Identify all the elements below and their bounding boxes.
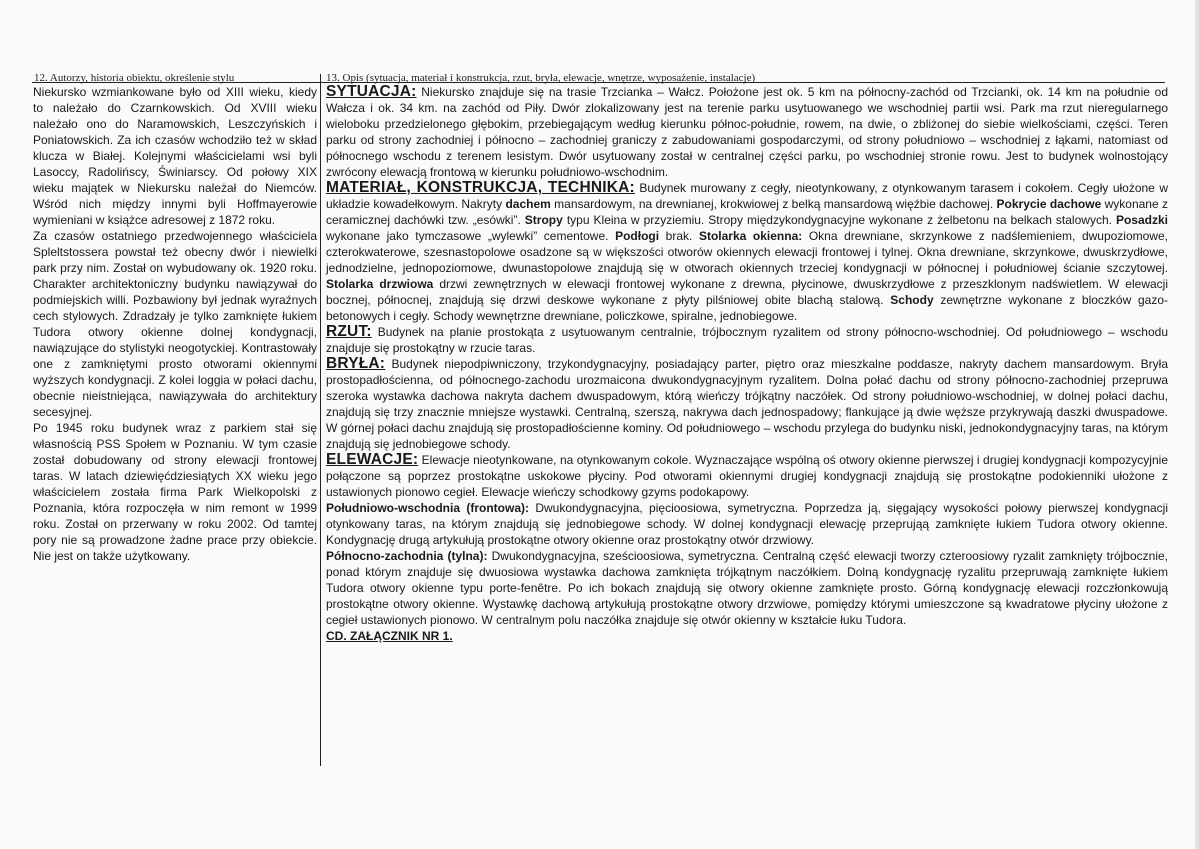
- section-heading: ELEWACJE:: [326, 451, 419, 468]
- section-header-description: 13. Opis (sytuacja, materiał i konstrukcja, rzut, bryła, elewacje, wnętrze, wyposażenie, instalacje): [326, 72, 756, 84]
- scan-edge: [1195, 0, 1199, 849]
- section-text: Elewacje nieotynkowane, na otynkowanym cokole. Wyznaczające wspólną oś otwory okienne pierwszej i drugiej kondygnacji kompozycyjnie połączone są poprzez prostokątne uskokowe płyciny. Pod otworami okiennymi drugiej kondygnacji znajdują się prostokątne podokienniki ułożone z ustawionych pionowo cegieł. Elewacje wieńczy schodkowy gzyms podokapowy.: [326, 453, 1168, 499]
- section-text: zewnętrzne wykonane z bloczków gazo-betonowych i cegły. Schody wewnętrzne drewniane, policzkowe, spiralne, jednobiegowe.: [326, 293, 1168, 323]
- subsection-label: Południowo-wschodnia (frontowa):: [326, 501, 529, 515]
- section-text: Okna drewniane, skrzynkowe z nadślemieniem, dwupoziomowe, czterokwaterowe, szesnastopolowe osadzone są w większości otworów okiennych elewacji frontowej i tylnej. Okna drewniane, skrzynkowe, dwuskrzydłowe, jednodzielne, jednopoziomowe, dwunastopolowe znajdują się w otworach okiennych trzeciej kondygnacji w północnej i południowej ścianie szczytowej.: [326, 229, 1168, 275]
- section-heading: BRYŁA:: [326, 355, 386, 372]
- history-paragraph: Za czasów ostatniego przedwojennego właściciela Spleltstossera powstał też obecny dwór i niewielki park przy nim. Został on wybudowany ok. 1920 roku. Charakter architektoniczny budynku nawiązywał do podmiejskich willi. Pozbawiony był jednak wyraźnych cech stylowych. Zdradzały je tylko zamknięte łukiem Tudora otwory okienne dolnej kondygnacji, nawiązujące do stylistyki neogotyckiej. Kontrastowały one z zamkniętymi prosto otworami okiennymi wyższych kondygnacji. Z kolei loggia w połaci dachu, obecnie nieistniejąca, nawiązywała do architektury secesyjnej.: [33, 229, 317, 419]
- section-sytuacja: [326, 84, 1168, 180]
- bold-term: Stropy: [524, 213, 563, 227]
- history-column: [33, 84, 317, 564]
- section-text: Niekursko znajduje się na trasie Trzcianka – Wałcz. Położone jest ok. 5 km na północny-zachód od Trzcianki, ok. 14 km na południe od Wałcza i ok. 34 km. na zachód od Piły. Dwór zlokalizowany jest na terenie parku usytuowanego we wschodniej partii wsi. Park ma rzut nieregularnego wieloboku przedzielonego głębokim, przebiegającym według kierunku północ-południe, rowem, na dwie, o zbliżonej do siebie wielkościami, części. Teren parku od strony zachodniej i północno – zachodniej graniczy z zabudowaniami gospodarczymi, od strony południowo – wschodniej z łąkami, natomiast od północnego wschodu z terenem lesistym. Dwór usytuowany został w centralnej części parku, po wschodniej stronie rowu. Jest to budynek wolnostojący zwrócony elewacją frontową w kierunku południowo-wschodnim.: [326, 85, 1168, 179]
- section-header-authors-history: 12. Autorzy, historia obiektu, określenie stylu: [34, 72, 235, 84]
- section-text: wykonane jako tymczasowe „wylewki” cementowe.: [326, 229, 616, 243]
- section-elewacje: [326, 452, 1168, 500]
- bold-term: Podłogi: [615, 229, 660, 243]
- bold-term: Stolarka drzwiowa: [326, 277, 434, 291]
- section-text: brak.: [659, 229, 699, 243]
- column-divider: [320, 74, 321, 766]
- header-rule-right: [321, 82, 1165, 83]
- section-bryla: [326, 356, 1168, 452]
- continuation-note: CD. ZAŁĄCZNIK NR 1.: [326, 629, 453, 643]
- section-text: mansardowym, na drewnianej, krokwiowej z belką mansardową więźbie dachowej.: [550, 197, 997, 211]
- header-rule-left: [32, 82, 320, 83]
- description-column: [326, 84, 1168, 644]
- bold-term: Posadzki: [1115, 213, 1168, 227]
- section-text: wykonane z ceramicznej dachówki tzw. „esówki”.: [326, 197, 1169, 227]
- section-material: [326, 180, 1168, 324]
- section-text: Budynek na planie prostokąta z usytuowanym centralnie, trójbocznym ryzalitem od strony północno-wschodniej. Od południowego – wschodu znajduje się prostokątny w rzucie taras.: [326, 325, 1168, 355]
- history-paragraph: Niekursko wzmiankowane było od XIII wieku, kiedy to należało do Czarnkowskich. Od XVIII wieku należało ono do Naramowskich, Leszczyńskich i Poniatowskich. Za ich czasów wchodziło też w skład klucza w Białej. Kolejnymi właścicielami wsi byli Lasoccy, Radolińscy, Świniarscy. Od połowy XIX wieku majątek w Niekursku należał do Niemców. Wśród nich między innymi byli Hoffmayerowie wymieniani w książce adresowej z 1872 roku.: [33, 85, 317, 227]
- section-heading: MATERIAŁ, KONSTRUKCJA, TECHNIKA:: [326, 179, 635, 196]
- section-text: typu Kleina w przyziemiu. Stropy międzykondygnacyjne wykonane z żelbetonu na belkach stalowych.: [562, 213, 1116, 227]
- section-heading: SYTUACJA:: [326, 83, 417, 100]
- elevation-front: [326, 500, 1168, 548]
- section-text: Budynek murowany z cegły, nieotynkowany, z otynkowanym tarasem i cokołem. Cegły ułożone w układzie kowadełkowym. Nakryty: [326, 181, 1168, 211]
- section-rzut: [326, 324, 1168, 356]
- history-paragraph: Po 1945 roku budynek wraz z parkiem stał się własnością PSS Społem w Poznaniu. W tym czasie został dobudowany od strony elewacji frontowej taras. W latach dziewięćdziesiątych XX wieku jego właścicielem została firma Park Wielkopolski z Poznania, która rozpoczęła w nim remont w 1999 roku. Został on przerwany w roku 2002. Od tamtej pory nie są prowadzone żadne prace przy obiekcie. Nie jest on także użytkowany.: [33, 421, 317, 563]
- section-text: Dwukondygnacyjna, pięcioosiowa, symetryczna. Poprzedza ją, sięgający wysokości połowy pierwszej kondygnacji otynkowany taras, na którym znajdują się jednobiegowe schody. W dolnej kondygnacji elewację przeprująą zamknięte łukiem Tudora otwory okienne. Kondygnację drugą artykułują prostokątne otwory okienne oraz prostokątny otwór drzwiowy.: [326, 501, 1168, 547]
- subsection-label: Północno-zachodnia (tylna):: [326, 549, 488, 563]
- bold-term: Pokrycie dachowe: [996, 197, 1102, 211]
- section-heading: RZUT:: [326, 323, 372, 340]
- bold-term: dachem: [505, 197, 551, 211]
- section-text: Dwukondygnacyjna, sześcioosiowa, symetryczna. Centralną część elewacji tworzy czteroosiowy ryzalit zamknięty trójbocznie, ponad którym znajduje się dwuosiowa wystawka dachowa zamknięta trójkątnym naczółkiem. Dolną kondygnację ryzalitu przepruwają zamknięte łukiem Tudora otwory okienne typu porte-fenêtre. Po ich bokach znajdują się otwory okienne zamknięte prosto. Górną kondygnację elewacji rozczłonkowują prostokątne otwory okienne. Wystawkę dachową artykułują prostokątne otwory drzwiowe, pomiędzy którymi umieszczone są kwadratowe płyciny ułożone z cegieł ustawionych pionowo. W centralnym polu naczółka znajduje się otwór okienny w kształcie łuku Tudora.: [326, 549, 1168, 627]
- section-text: drzwi zewnętrznych w elewacji frontowej wykonane z drewna, płycinowe, dwuskrzydłowe z przeszklonym nadświetlem. W elewacji bocznej, północnej, znajdują się drzwi deskowe wykonane z płyty pilśniowej obite blachą stalową.: [326, 277, 1168, 307]
- bold-term: Schody: [890, 293, 934, 307]
- bold-term: Stolarka okienna:: [698, 229, 803, 243]
- section-text: Budynek niepodpiwniczony, trzykondygnacyjny, posiadający parter, piętro oraz mieszkalne poddasze, nakryty dachem mansardowym. Bryła prostopadłościenna, od północnego-zachodu urozmaicona dwukondygnacyjnym ryzalitem. Dolna połać dachu od strony północno-zachodniej przepruwa szeroka wystawka dachowa nakryta dachem dwuspadowym, którą wieńczy trójkątny naczółek. Od strony południowo-wschodniej, w dolnej połaci dachu, znajdują się trzy znacznie mniejsze wystawki. Centralną, szerszą, nakrywa dach jednospadowy; flankujące ją dwie węższe przykrywają daszki dwuspadowe. W górnej połaci dachu znajdują się prostopadłościenne kominy. Od południowego – wschodu przylega do budynku niski, jednokondygnacyjny taras, na którym znajdują się jednobiegowe schody.: [326, 357, 1168, 451]
- elevation-rear: [326, 548, 1168, 628]
